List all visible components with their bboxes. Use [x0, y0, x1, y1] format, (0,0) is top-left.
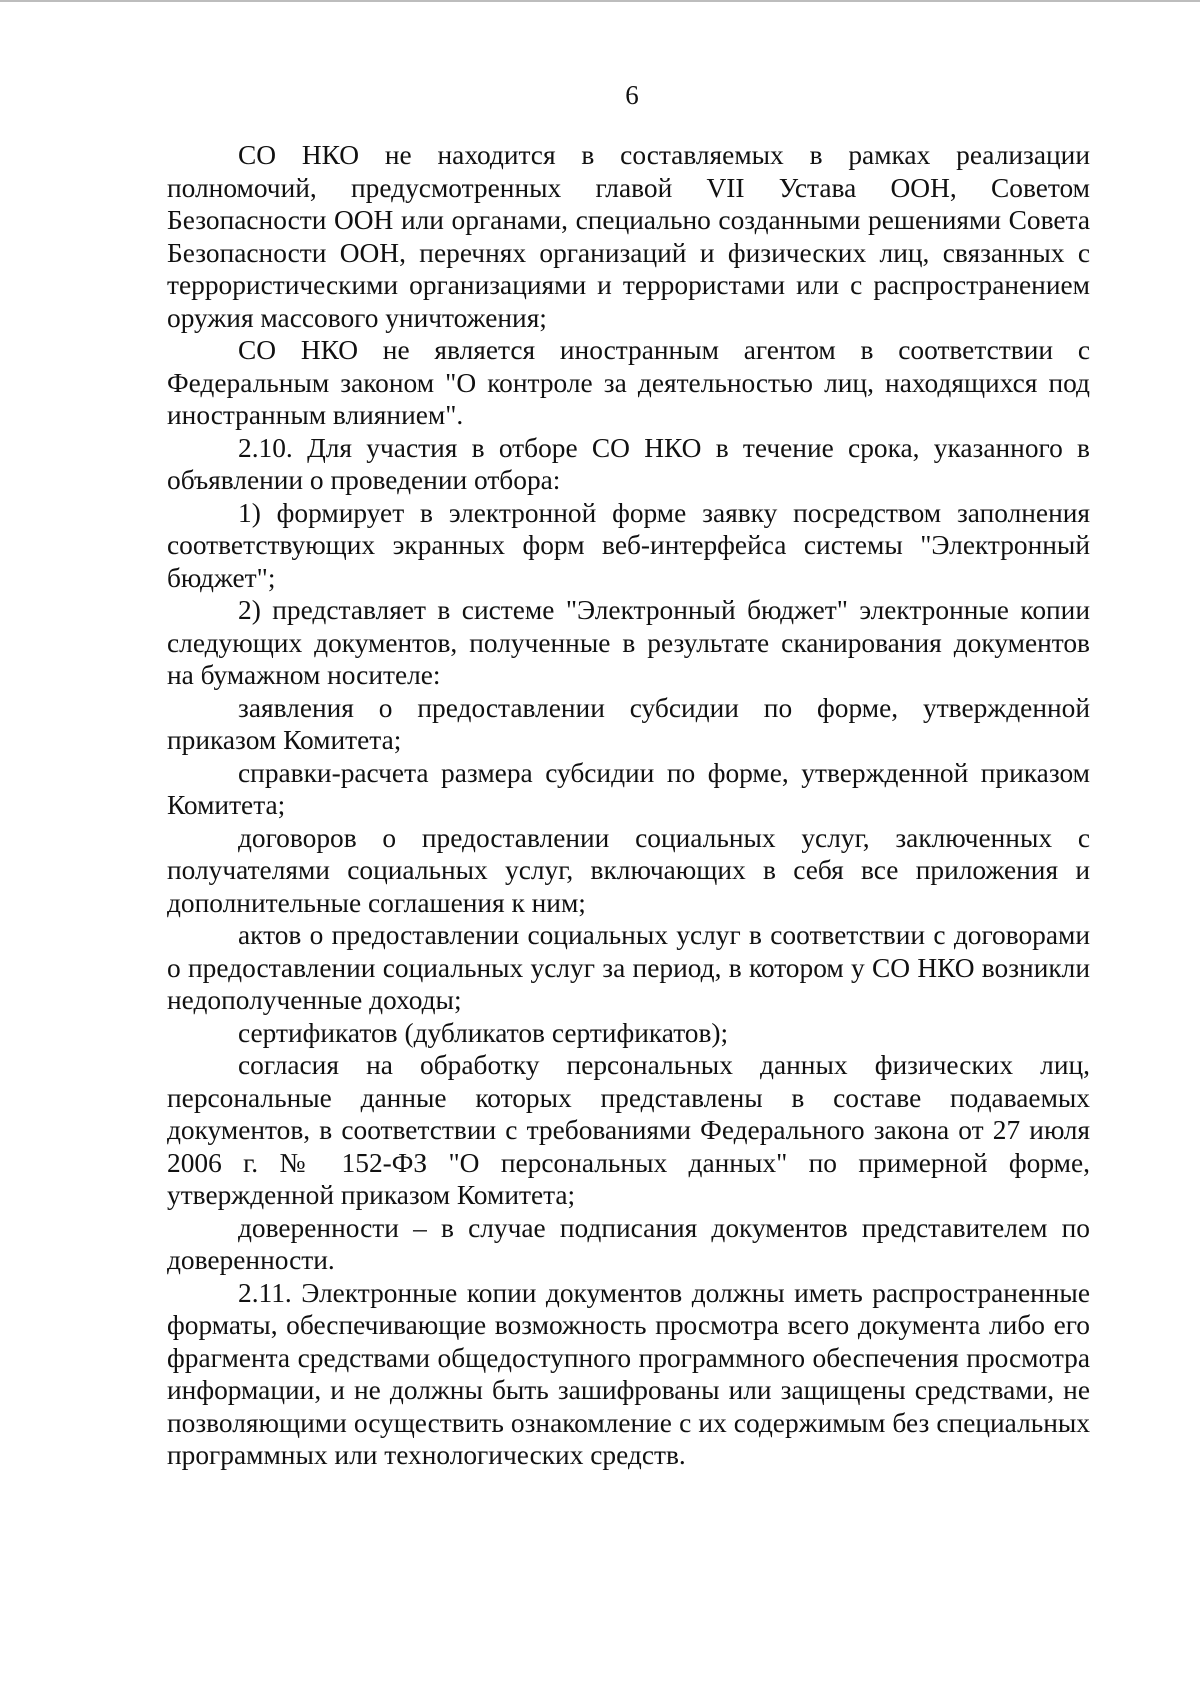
- paragraph-2-11: 2.11. Электронные копии документов должны иметь распространенные форматы, обеспечивающие возможность просмотра всего документа либо его фрагмента средствами общедоступного программного обеспечения просмотра информации, и не должны быть зашифрованы или защищены средствами, не позволяющими осуществить ознакомление с их содержимым без специальных программных или технологических средств.: [167, 1277, 1090, 1470]
- doc-item-service-acts: актов о предоставлении социальных услуг в соответствии с договорами о предоставлении социальных услуг за период, в котором у СО НКО возникли недополученные доходы;: [167, 920, 1090, 1015]
- document-body: [167, 139, 1090, 1472]
- scan-top-edge: [0, 0, 1200, 2]
- list-item-1-electronic-application: 1) формирует в электронной форме заявку посредством заполнения соответствующих экранных форм веб-интерфейса системы "Электронный бюджет";: [167, 497, 1090, 593]
- doc-item-subsidy-application: заявления о предоставлении субсидии по форме, утвержденной приказом Комитета;: [167, 692, 1090, 755]
- doc-item-subsidy-calculation: справки-расчета размера субсидии по форме, утвержденной приказом Комитета;: [167, 757, 1090, 820]
- doc-item-certificates: сертификатов (дубликатов сертификатов);: [238, 1017, 729, 1048]
- doc-item-power-of-attorney: доверенности – в случае подписания документов представителем по доверенности.: [167, 1212, 1090, 1275]
- doc-item-service-contracts: договоров о предоставлении социальных услуг, заключенных с получателями социальных услуг, включающих в себя все приложения и дополнительные соглашения к ним;: [167, 822, 1090, 918]
- paragraph-not-in-terrorist-lists: СО НКО не находится в составляемых в рамках реализации полномочий, предусмотренных главой VII Устава ООН, Советом Безопасности ООН или органами, специально созданными решениями Совета Безопасности ООН, перечнях организаций и физических лиц, связанных с террористическими организациями и террористами или с распространением оружия массового уничтожения;: [167, 140, 1090, 333]
- page-number: 6: [625, 80, 639, 110]
- paragraph-2-10: 2.10. Для участия в отборе СО НКО в течение срока, указанного в объявлении о проведении отбора:: [167, 432, 1090, 495]
- paragraph-not-foreign-agent: СО НКО не является иностранным агентом в соответствии с Федеральным законом "О контроле за деятельностью лиц, находящихся под иностранным влиянием".: [167, 335, 1090, 430]
- doc-item-personal-data-consent: согласия на обработку персональных данных физических лиц, персональные данные которых представлены в составе подаваемых документов, в соответствии с требованиями Федерального закона от 27 июля 2006 г. № 152-ФЗ "О персональных данных" по примерной форме, утвержденной приказом Комитета;: [167, 1050, 1090, 1210]
- list-item-2-document-copies: 2) представляет в системе "Электронный бюджет" электронные копии следующих документов, полученные в результате сканирования документов на бумажном носителе:: [167, 595, 1090, 690]
